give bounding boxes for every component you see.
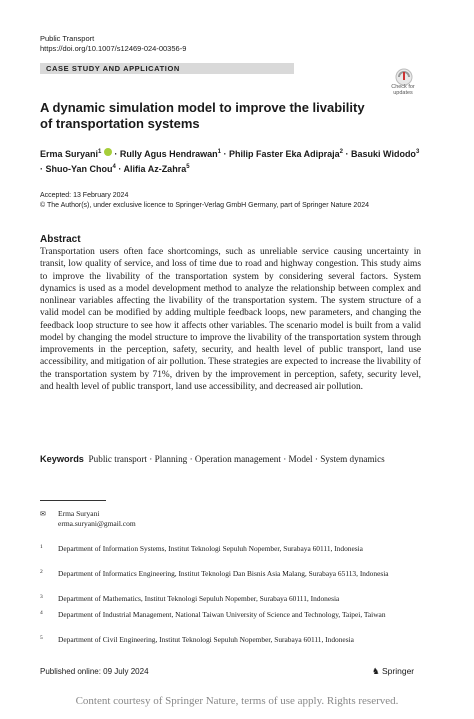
article-type-label: CASE STUDY AND APPLICATION [46,64,180,73]
affiliation-text: Department of Industrial Management, National Taiwan University of Science and Technology, Taipei, Taiwan [58,610,386,619]
affiliation [40,594,420,604]
affiliation-text: Department of Information Systems, Institut Teknologi Sepuluh Nopember, Surabaya 60111, Indonesia [58,544,363,553]
courtesy-footer: Content courtesy of Springer Nature, terms of use apply. Rights reserved. [75,695,399,707]
author-affiliation-number: 2 [339,149,343,155]
copyright-notice: © The Author(s), under exclusive licence to Springer-Verlag GmbH Germany, part of Springer Nature 2024 [40,201,369,209]
article-title: A dynamic simulation model to improve the livability of transportation systems [40,100,365,131]
affiliation-number: 3 [40,594,43,600]
journal-header [40,34,186,54]
affiliation-number: 5 [40,635,43,641]
keywords-text: Public transport · Planning · Operation management · Model · System dynamics [88,454,385,464]
abstract-heading: Abstract [40,234,81,245]
crossmark-label[interactable]: Check for updates [391,84,415,96]
affiliation [40,544,420,554]
author-affiliation-number: 3 [415,149,420,155]
accepted-date: Accepted: 13 February 2024 [40,192,129,199]
author-name[interactable]: Erma Suryani [40,149,99,159]
author-affiliation-number: 4 [112,164,116,170]
affiliation-number: 2 [40,569,43,575]
footnote-divider [40,500,106,501]
affiliation-number: 1 [40,544,43,550]
author-name[interactable]: · Shuo-Yan Chou [40,164,113,174]
corresponding-email[interactable]: erma.suryani@gmail.com [58,519,136,528]
published-date: Published online: 09 July 2024 [40,667,149,676]
author-name[interactable]: · Alifia Az-Zahra [118,164,187,174]
abstract-text: Transportation users often face shortcomings, such as unreliable service causing uncertainty in transit, low quality of service, and loss of time due to road and highway congestion. This study aims to improve the livability of the transportation system by considering several factors. System dynamics is used as a model development method to analyze the relationship between complex and nonlinear variables affecting the livability of the transportation system. The system structure of a valid model can be modified by adding multiple feedback loops, new parameters, and changing the feedback loop structure to see how it affects other variables. The scenario model is built from a valid model by changing the model structure to improve the livability of the transportation system through improvements in the perception, safety, security, and health level of public transport, land use accessibility, and mitigation of air pollution. These strategies are expected to increase the livability of the transportation system by 71%, driven by the improvement in perception, safety, security level, and health level of public transport, land use accessibility, and decreased air pollution. [40,247,421,392]
springer-horse-icon: ♞ [372,666,380,676]
orcid-icon[interactable] [104,148,112,156]
author-affiliation-number: 1 [98,149,102,155]
publisher-logo [372,666,414,677]
author-affiliation-number: 1 [217,149,221,155]
article-dates [40,191,369,210]
author-affiliation-number: 5 [186,164,190,170]
author-list [40,146,420,176]
affiliation-text: Department of Civil Engineering, Institut Teknologi Sepuluh Nopember, Surabaya 60111, Indonesia [58,635,354,644]
affiliation-number: 4 [40,610,43,616]
author-name[interactable]: · Philip Faster Eka Adipraja [223,149,340,159]
correspondence [40,509,136,529]
journal-doi[interactable]: https://doi.org/10.1007/s12469-024-00356-9 [40,44,187,53]
publisher-name: Springer [382,666,415,676]
affiliation-text: Department of Informatics Engineering, Institut Teknologi Dan Bisnis Asia Malang, Surabaya 65113, Indonesia [58,569,389,578]
author-name[interactable]: · Basuki Widodo [345,149,416,159]
corresponding-author: Erma Suryani [58,509,100,518]
affiliation [40,610,420,620]
affiliation [40,569,420,579]
keywords-label: Keywords [40,454,84,464]
affiliation [40,635,420,645]
keywords [40,453,421,466]
author-name[interactable]: · Rully Agus Hendrawan [114,149,218,159]
journal-name: Public Transport [40,34,95,43]
affiliation-text: Department of Mathematics, Institut Teknologi Sepuluh Nopember, Surabaya 60111, Indonesia [58,594,340,603]
envelope-icon: ✉ [40,510,46,518]
